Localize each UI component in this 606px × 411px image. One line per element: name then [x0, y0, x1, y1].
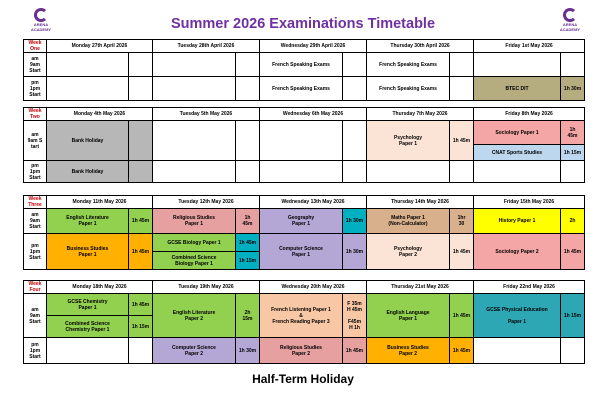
- day-header: Monday 4th May 2026: [47, 108, 153, 121]
- exam-cell: Sociology Paper 1: [474, 121, 561, 145]
- week-label: Week Three: [24, 196, 47, 209]
- exam-duration: 2h: [561, 209, 585, 234]
- exam-duration: 1h 45m: [561, 121, 585, 145]
- empty-slot: [153, 121, 236, 161]
- exam-cell: Geography Paper 1: [260, 209, 343, 234]
- session-label-pm: pm 1pm Start: [24, 234, 47, 270]
- exam-cell: English Literature Paper 2: [153, 294, 236, 338]
- exam-cell: Bank Holiday: [47, 161, 129, 183]
- exam-duration: 2h 15m: [236, 294, 260, 338]
- week-four-table: [23, 280, 585, 364]
- empty-slot: [474, 338, 561, 364]
- exam-duration: 1h 45m: [450, 338, 474, 364]
- exam-duration: 1h 15m: [129, 316, 153, 338]
- exam-cell: Bank Holiday: [47, 121, 129, 161]
- exam-cell: French Speaking Exams: [260, 53, 343, 77]
- exam-cell: Psychology Paper 1: [367, 121, 450, 161]
- exam-cell: History Paper 1: [474, 209, 561, 234]
- exam-cell: Business Studies Paper 1: [47, 234, 129, 270]
- empty-slot: [47, 53, 129, 77]
- exam-cell: Religious Studies Paper 2: [260, 338, 343, 364]
- logo-text: ARENA ACADEMY: [30, 22, 52, 32]
- empty-slot: [561, 338, 585, 364]
- empty-slot: [260, 161, 343, 183]
- session-label-pm: pm 1pm Start: [24, 338, 47, 364]
- week-label: Week One: [24, 40, 47, 53]
- exam-cell: French Listening Paper 1 & French Reading Paper 3: [260, 294, 343, 338]
- exam-cell: GCSE Chemistry Paper 1: [47, 294, 129, 316]
- empty-slot: [474, 53, 561, 77]
- empty-slot: [236, 121, 260, 161]
- exam-duration: 1h 30m: [236, 338, 260, 364]
- half-term-holiday-note: Half-Term Holiday: [252, 372, 354, 386]
- exam-cell: Business Studies Paper 2: [367, 338, 450, 364]
- session-label-am: am 9am Start: [24, 53, 47, 77]
- day-header: Friday 15th May 2026: [474, 196, 585, 209]
- day-header: Thursday 21st May 2026: [367, 281, 474, 294]
- empty-slot: [474, 161, 561, 183]
- day-header: Monday 11th May 2026: [47, 196, 153, 209]
- week-label: Week Two: [24, 108, 47, 121]
- exam-duration: 1h 15m: [561, 294, 585, 338]
- session-label-am: am 9am S tart: [24, 121, 47, 161]
- empty-slot: [343, 53, 367, 77]
- empty-slot: [129, 53, 153, 77]
- exam-duration: 1h 45m: [561, 234, 585, 270]
- exam-cell: French Speaking Exams: [260, 77, 343, 101]
- day-header: Tuesday 19th May 2026: [153, 281, 260, 294]
- day-header: Thursday 7th May 2026: [367, 108, 474, 121]
- empty-slot: [153, 77, 236, 101]
- exam-cell: Sociology Paper 2: [474, 234, 561, 270]
- exam-duration: 1h 45m: [450, 121, 474, 161]
- exam-cell: French Speaking Exams: [367, 77, 450, 101]
- empty-slot: [129, 338, 153, 364]
- day-header: Tuesday 5th May 2026: [153, 108, 260, 121]
- exam-duration: 1h 45m: [129, 209, 153, 234]
- day-header: Monday 27th April 2026: [47, 40, 153, 53]
- empty-slot: [450, 53, 474, 77]
- day-header: Thursday 30th April 2026: [367, 40, 474, 53]
- exam-duration: 1h 45m: [450, 294, 474, 338]
- empty-slot: [153, 161, 236, 183]
- exam-cell: English Language Paper 1: [367, 294, 450, 338]
- day-header: Friday 1st May 2026: [474, 40, 585, 53]
- exam-duration: 1h 30m: [561, 77, 585, 101]
- day-header: Friday 22nd May 2026: [474, 281, 585, 294]
- week-one-table: [23, 39, 585, 101]
- empty-slot: [47, 338, 129, 364]
- exam-cell: Religious Studies Paper 1: [153, 209, 236, 234]
- session-label-am: am 9am Start: [24, 209, 47, 234]
- exam-duration: 1h 45m: [236, 209, 260, 234]
- empty-slot: [450, 77, 474, 101]
- empty-slot: [47, 77, 129, 101]
- exam-cell: GCSE Biology Paper 1: [153, 234, 236, 252]
- empty-slot: [561, 53, 585, 77]
- day-header: Thursday 14th May 2026: [367, 196, 474, 209]
- exam-cell: CNAT Sports Studies: [474, 145, 561, 161]
- session-label-pm: pm 1pm Start: [24, 161, 47, 183]
- exam-cell: English Literature Paper 1: [47, 209, 129, 234]
- day-header: Wednesday 13th May 2026: [260, 196, 367, 209]
- day-header: Wednesday 20th May 2026: [260, 281, 367, 294]
- exam-duration: 1h 45m: [450, 234, 474, 270]
- exam-duration: F 35m H 45m F45m H 1h: [343, 294, 367, 338]
- exam-cell: BTEC DIT: [474, 77, 561, 101]
- logo-text: ARENA ACADEMY: [559, 22, 581, 32]
- empty-slot: [450, 161, 474, 183]
- exam-cell: Computer Science Paper 1: [260, 234, 343, 270]
- empty-slot: [561, 161, 585, 183]
- day-header: Monday 18th May 2026: [47, 281, 153, 294]
- exam-cell: Combined Science Biology Paper 1: [153, 252, 236, 270]
- week-two-table: [23, 107, 585, 183]
- empty-slot: [153, 53, 236, 77]
- exam-duration: 1h 15m: [236, 252, 260, 270]
- exam-duration: 1h 45m: [129, 294, 153, 316]
- exam-cell: Combined Science Chemistry Paper 1: [47, 316, 129, 338]
- exam-cell: Psychology Paper 2: [367, 234, 450, 270]
- exam-duration: 1hr 30: [450, 209, 474, 234]
- week-label: Week Four: [24, 281, 47, 294]
- exam-cell: Maths Paper 1 (Non-Calculator): [367, 209, 450, 234]
- exam-cell: Computer Science Paper 2: [153, 338, 236, 364]
- session-label-am: am 9am Start: [24, 294, 47, 338]
- empty-slot: [343, 77, 367, 101]
- empty-slot: [260, 121, 343, 161]
- exam-duration: 1h 45m: [236, 234, 260, 252]
- exam-duration: 1h 30m: [343, 234, 367, 270]
- empty-slot: [367, 161, 450, 183]
- exam-duration: [129, 161, 153, 183]
- exam-duration: [129, 121, 153, 161]
- session-label-pm: pm 1pm Start: [24, 77, 47, 101]
- page-title: Summer 2026 Examinations Timetable: [170, 16, 436, 32]
- empty-slot: [129, 77, 153, 101]
- empty-slot: [343, 121, 367, 161]
- day-header: Tuesday 28th April 2026: [153, 40, 260, 53]
- exam-cell: GCSE Physical Education Paper 1: [474, 294, 561, 338]
- day-header: Wednesday 6th May 2026: [260, 108, 367, 121]
- exam-duration: 1h 45m: [343, 338, 367, 364]
- exam-duration: 1h 45m: [129, 234, 153, 270]
- empty-slot: [236, 161, 260, 183]
- empty-slot: [236, 53, 260, 77]
- exam-duration: 1h 15m: [561, 145, 585, 161]
- empty-slot: [343, 161, 367, 183]
- day-header: Friday 8th May 2026: [474, 108, 585, 121]
- day-header: Wednesday 29th April 2026: [260, 40, 367, 53]
- empty-slot: [236, 77, 260, 101]
- day-header: Tuesday 12th May 2026: [153, 196, 260, 209]
- exam-cell: French Speaking Exams: [367, 53, 450, 77]
- exam-duration: 1h 30m: [343, 209, 367, 234]
- week-three-table: [23, 195, 585, 270]
